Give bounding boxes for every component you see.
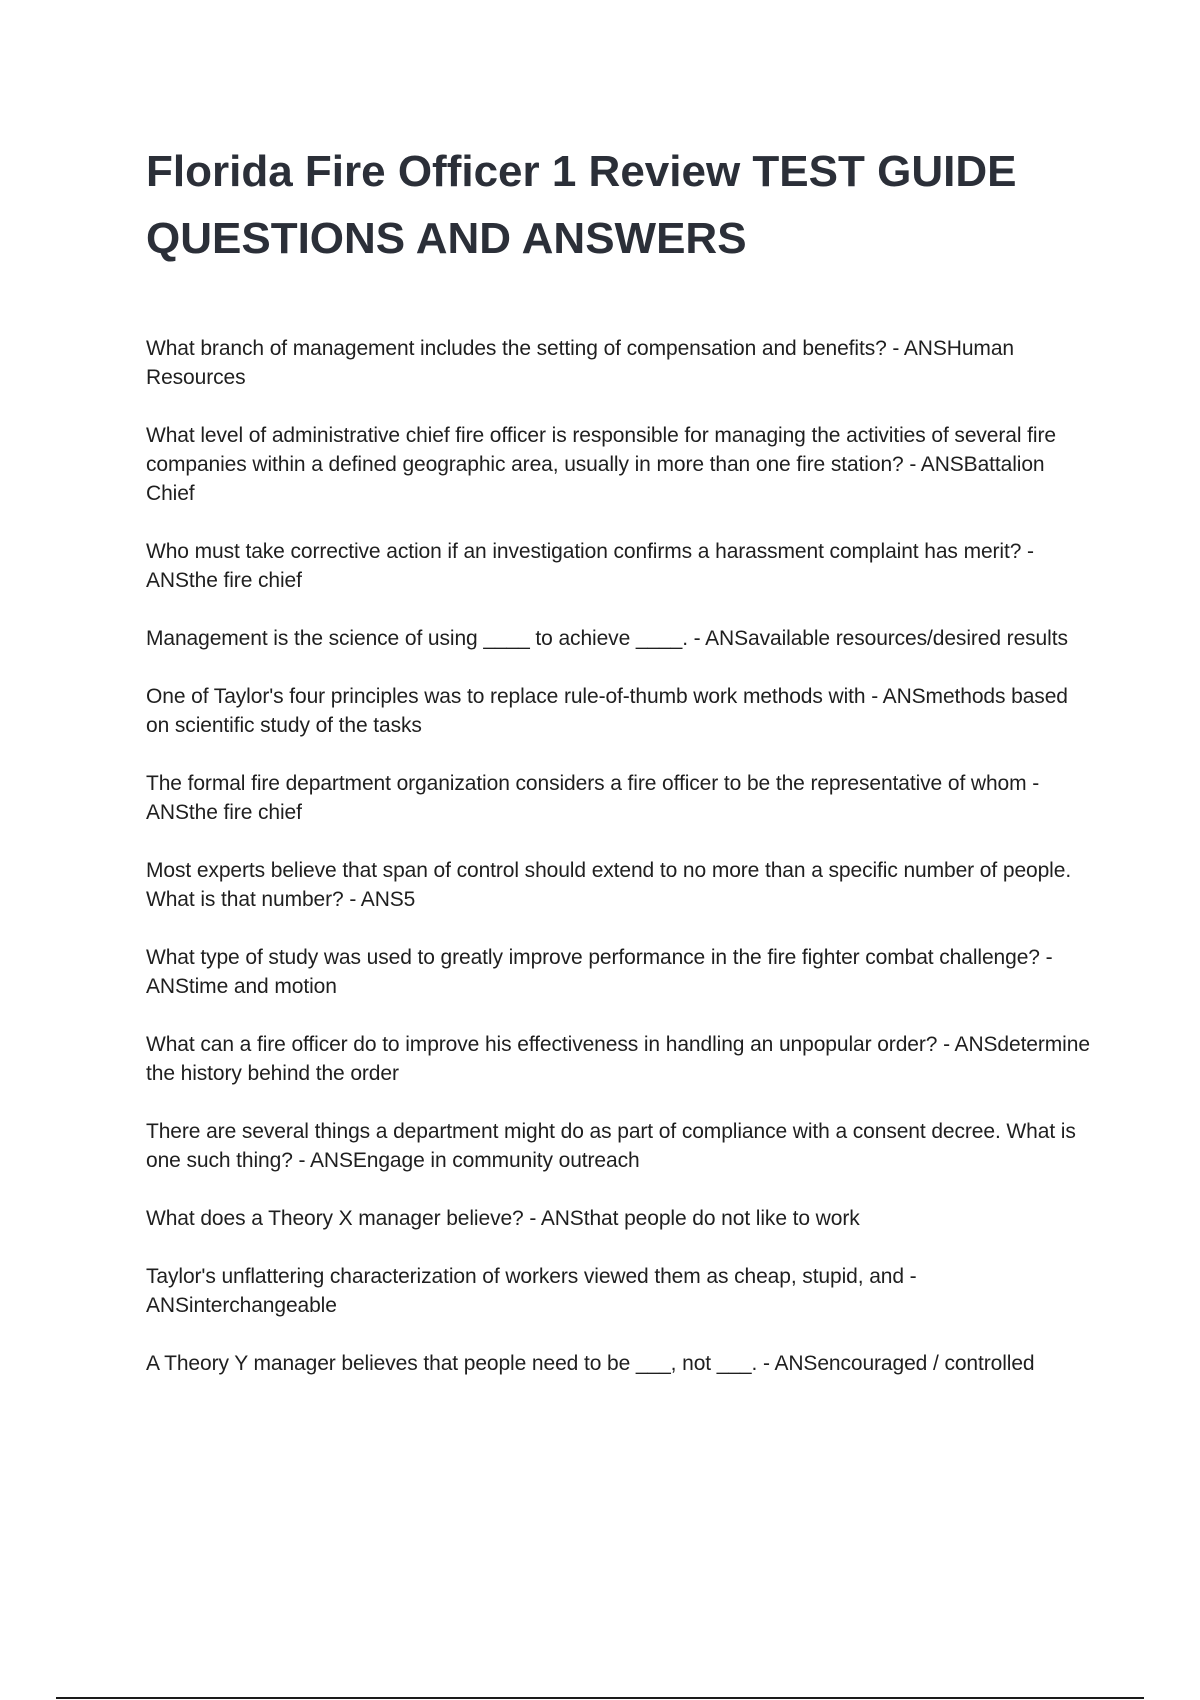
qa-item: What does a Theory X manager believe? - ANSthat people do not like to work — [146, 1207, 860, 1230]
page-title: Florida Fire Officer 1 Review TEST GUIDE QUESTIONS AND ANSWERS — [146, 147, 1017, 263]
qa-item: What can a fire officer do to improve his effectiveness in handling an unpopular order? - ANSdetermine the history behind the order — [146, 1033, 1090, 1085]
page-bottom-rule — [56, 1697, 1144, 1699]
qa-item: One of Taylor's four principles was to replace rule-of-thumb work methods with - ANSmethods based on scientific study of the tasks — [146, 685, 1068, 737]
qa-item: Management is the science of using ____ to achieve ____. - ANSavailable resources/desired results — [146, 627, 1068, 650]
qa-item: Most experts believe that span of control should extend to no more than a specific number of people. What is that number? - ANS5 — [146, 859, 1072, 911]
qa-item: There are several things a department might do as part of compliance with a consent decree. What is one such thing? - ANSEngage in community outreach — [146, 1120, 1076, 1172]
qa-item: Who must take corrective action if an investigation confirms a harassment complaint has merit? - ANSthe fire chief — [146, 540, 1034, 592]
qa-item: What type of study was used to greatly improve performance in the fire fighter combat challenge? - ANStime and motion — [146, 946, 1053, 998]
qa-item: What level of administrative chief fire officer is responsible for managing the activities of several fire companies within a defined geographic area, usually in more than one fire station? - ANSBattalion Chief — [146, 424, 1056, 505]
qa-item: The formal fire department organization considers a fire officer to be the representative of whom - ANSthe fire chief — [146, 772, 1040, 824]
qa-item: What branch of management includes the setting of compensation and benefits? - ANSHuman Resources — [146, 337, 1014, 389]
qa-item: A Theory Y manager believes that people need to be ___, not ___. - ANSencouraged / controlled — [146, 1352, 1035, 1375]
qa-list — [146, 334, 1096, 1407]
qa-item: Taylor's unflattering characterization of workers viewed them as cheap, stupid, and - ANSinterchangeable — [146, 1265, 917, 1317]
